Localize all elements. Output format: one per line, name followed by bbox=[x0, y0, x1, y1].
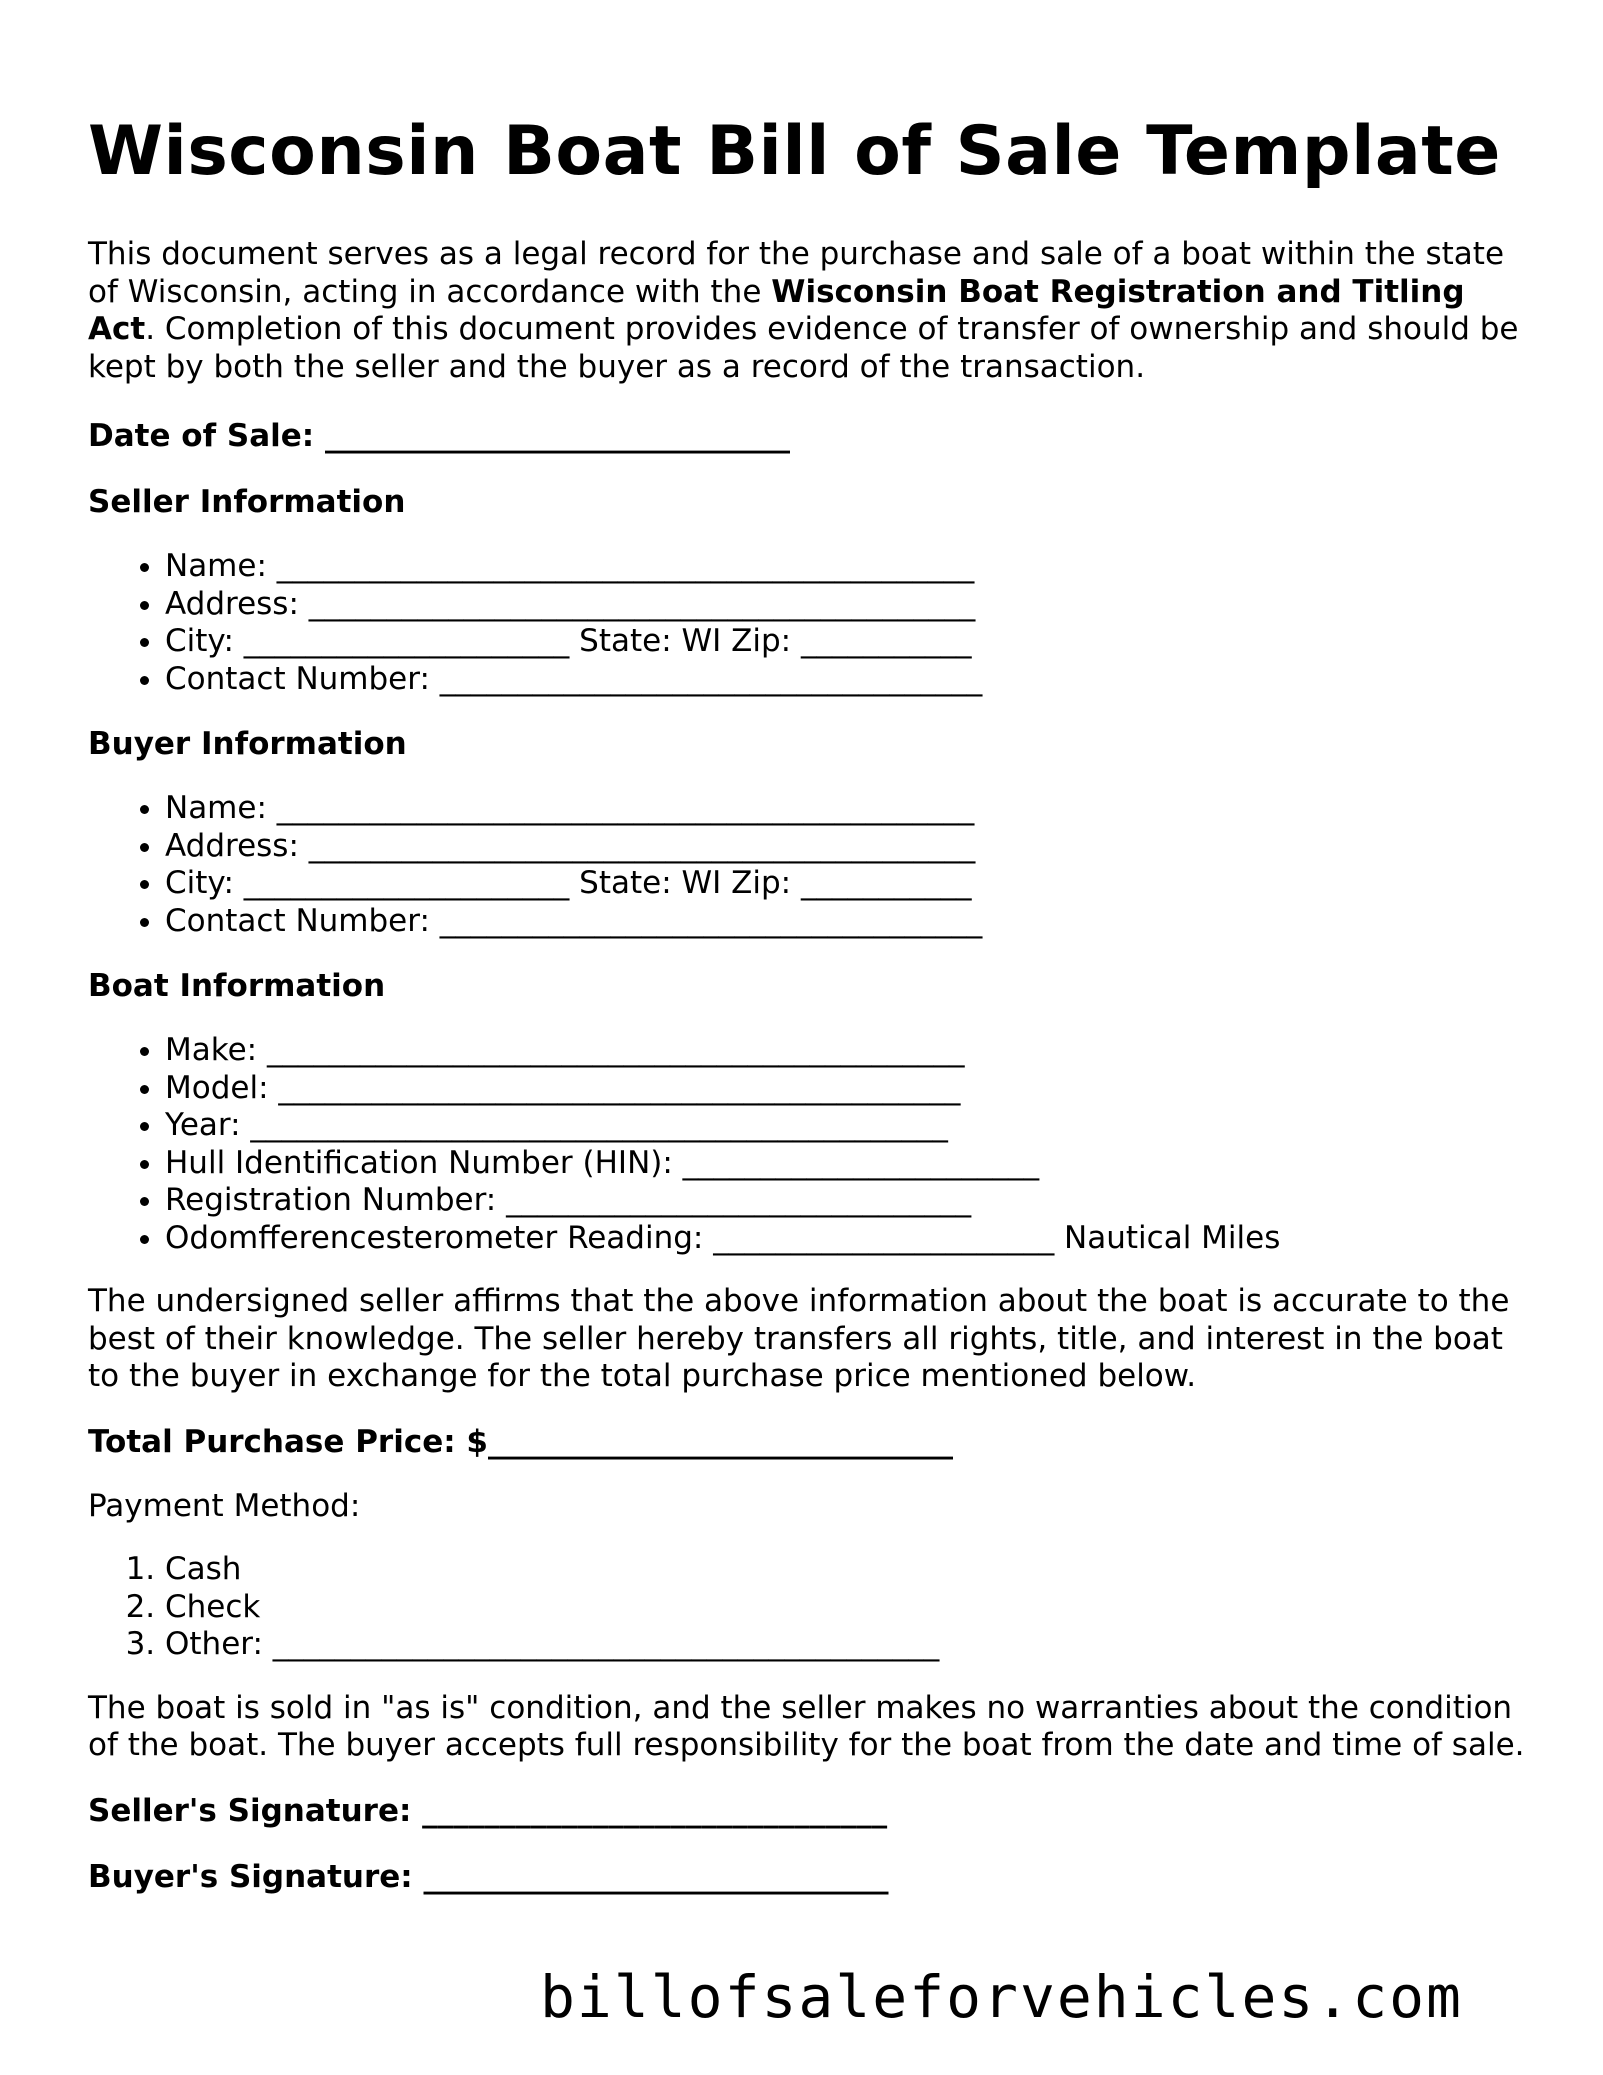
intro-text-2: . Completion of this document provides evidence of transfer of ownership and should be kept by both the seller and the buyer as a record of the transaction. bbox=[88, 311, 1519, 385]
act-name: Wisconsin Boat Registration and Titling Act bbox=[88, 273, 1465, 347]
document-body bbox=[88, 104, 1528, 1897]
seller-info-heading: Seller Information bbox=[88, 484, 406, 520]
seller-signature-field[interactable]: Seller's Signature: ______________________________ bbox=[88, 1792, 888, 1829]
payment-option-cash[interactable]: 1. Cash bbox=[165, 1551, 1528, 1589]
site-watermark: billofsaleforvehicles.com bbox=[540, 1963, 1463, 2031]
boat-info-heading: Boat Information bbox=[88, 968, 386, 1004]
seller-contact-field[interactable]: • Contact Number: ___________________________________ bbox=[165, 661, 1528, 699]
payment-method-label: Payment Method: bbox=[88, 1487, 361, 1524]
boat-make-field[interactable]: • Make: _____________________________________________ bbox=[165, 1032, 1528, 1070]
intro-paragraph bbox=[88, 236, 1528, 386]
buyer-address-field[interactable]: • Address: ___________________________________________ bbox=[165, 828, 1528, 866]
total-price-field[interactable]: Total Purchase Price: $______________________________ bbox=[88, 1423, 953, 1460]
payment-option-check[interactable]: 2. Check bbox=[165, 1589, 1528, 1627]
seller-address-field[interactable]: • Address: ___________________________________________ bbox=[165, 586, 1528, 624]
affirmation-paragraph: The undersigned seller affirms that the above information about the boat is accurate to the best of their knowledge. The seller hereby transfers all rights, title, and interest in the boat to the buyer in exchange for the total purchase price mentioned below. bbox=[88, 1283, 1510, 1394]
boat-hin-field[interactable]: • Hull Identification Number (HIN): _______________________ bbox=[165, 1145, 1528, 1183]
seller-name-field[interactable]: • Name: _____________________________________________ bbox=[165, 548, 1528, 586]
as-is-paragraph: The boat is sold in "as is" condition, and the seller makes no warranties about the condition of the boat. The buyer accepts full responsibility for the boat from the date and time of sale. bbox=[88, 1689, 1525, 1763]
boat-year-field[interactable]: • Year: _____________________________________________ bbox=[165, 1107, 1528, 1145]
payment-method-list bbox=[88, 1551, 1528, 1664]
boat-registration-field[interactable]: • Registration Number: ______________________________ bbox=[165, 1182, 1528, 1220]
buyer-name-field[interactable]: • Name: _____________________________________________ bbox=[165, 790, 1528, 828]
payment-option-other[interactable]: 3. Other: ___________________________________________ bbox=[165, 1626, 1528, 1664]
document-title: Wisconsin Boat Bill of Sale Template bbox=[88, 112, 1501, 191]
seller-info-list bbox=[88, 548, 1528, 698]
buyer-info-heading: Buyer Information bbox=[88, 726, 407, 762]
boat-info-list bbox=[88, 1032, 1528, 1257]
date-of-sale-field[interactable]: Date of Sale: ______________________________ bbox=[88, 418, 790, 454]
boat-odometer-field[interactable]: • Odomfferencesterometer Reading: ______________________ Nautical Miles bbox=[165, 1220, 1528, 1258]
intro-text-1: This document serves as a legal record for the purchase and sale of a boat within the state of Wisconsin, acting in accordance with the bbox=[88, 236, 1505, 310]
buyer-contact-field[interactable]: • Contact Number: ___________________________________ bbox=[165, 903, 1528, 941]
buyer-info-list bbox=[88, 790, 1528, 940]
boat-model-field[interactable]: • Model: ____________________________________________ bbox=[165, 1070, 1528, 1108]
buyer-signature-field[interactable]: Buyer's Signature: ______________________________ bbox=[88, 1858, 889, 1895]
buyer-city-state-zip-field[interactable]: • City: _____________________ State: WI Zip: ___________ bbox=[165, 865, 1528, 903]
seller-city-state-zip-field[interactable]: • City: _____________________ State: WI Zip: ___________ bbox=[165, 623, 1528, 661]
